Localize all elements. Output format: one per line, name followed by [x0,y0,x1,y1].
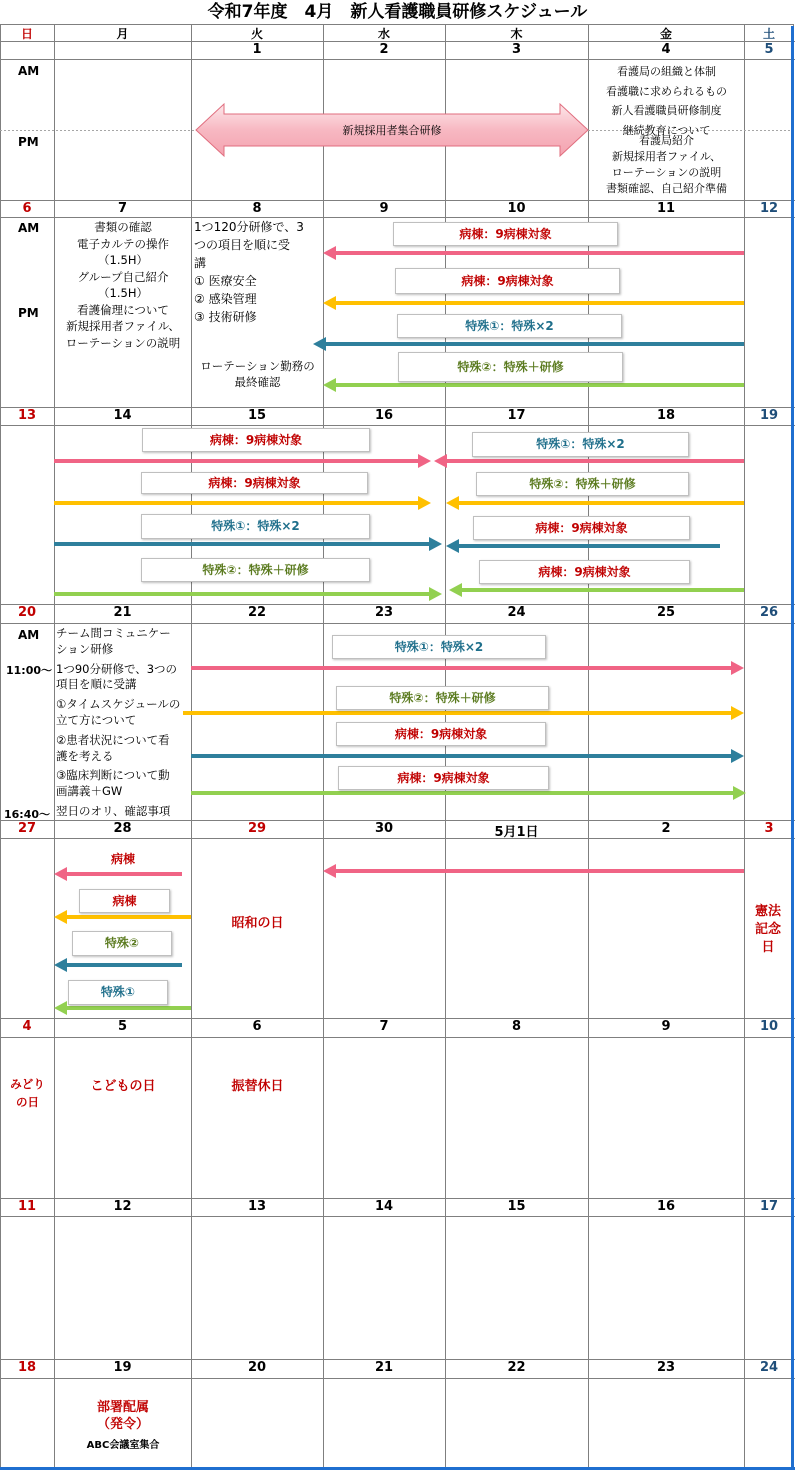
date-cell: 27 [17,821,37,836]
date-cell: 4 [22,1019,32,1034]
tue-rotation-note: ローテーション勤務の 最終確認 [200,359,315,389]
arrow-teal [313,337,744,351]
date-cell: 14 [113,408,132,423]
substitute-holiday: 振替休日 [231,1079,284,1094]
weekday-sat: 土 [762,27,775,41]
date-cell: 9 [661,1019,671,1034]
tue-training-list: 1つ120分研修で、3 つの項目を順に受 講 ① 医療安全 ② 感染管理 ③ 技術研修 [194,220,304,324]
date-cell: 21 [113,605,132,620]
arrow-teal [54,958,182,972]
date-cell: 2 [661,821,671,836]
date-cell: 20 [17,605,37,620]
mon-training-list: 書類の確認 電子カルテの操作 （1.5H） グループ自己紹介 （1.5H） 看護倫理について 新規採用者ファイル、 ローテーションの説明 [65,220,181,350]
training-label: 病棟：9病棟対象 [395,268,620,294]
am-label: AM [18,221,40,235]
arrow-yellow [446,496,744,510]
fri-am-schedule: 看護局の組織と体制 看護職に求められるもの 新人看護職員研修制度 継続教育について [606,65,727,137]
training-label: 特殊②：特殊＋研修 [476,472,689,496]
training-label: 特殊①：特殊×2 [397,314,622,338]
mon-label-special2: 特殊② [72,931,172,956]
date-cell: 17 [759,1199,779,1214]
mon-label-ward: 病棟 [110,852,135,866]
arrow-pink [54,454,431,468]
training-label: 特殊①：特殊×2 [332,635,546,659]
date-cell: 11 [17,1199,37,1214]
date-cell: 18 [17,1360,37,1375]
training-label: 特殊②：特殊＋研修 [336,686,549,710]
weekday-tue: 火 [250,27,263,41]
training-label: 特殊①：特殊×2 [472,432,689,457]
arrow-teal [191,749,744,763]
date-cell: 30 [374,821,394,836]
date-cell: 12 [113,1199,132,1214]
date-cell: 19 [113,1360,132,1375]
date-cell: 4 [661,42,671,57]
mon-label-special1: 特殊① [68,980,168,1005]
training-label: 病棟：9病棟対象 [141,472,368,494]
date-cell: 7 [117,201,128,216]
time-1640: 16:40～ [4,808,51,821]
date-cell: 5 [117,1019,128,1034]
date-cell: 5月1日 [494,825,539,840]
arrow-teal [54,537,442,551]
date-cell: 17 [507,408,526,423]
date-cell: 8 [252,201,262,216]
date-cell: 5 [764,42,774,57]
date-cell: 13 [17,408,37,423]
training-label: 特殊①：特殊×2 [141,514,370,539]
date-cell: 14 [374,1199,394,1214]
greenery-day-holiday: みどり の日 [10,1077,45,1109]
arrow-yellow [323,296,744,310]
arrow-pink [323,246,744,260]
date-cell: 6 [22,201,32,216]
date-cell: 7 [379,1019,389,1034]
date-cell: 21 [374,1360,394,1375]
weekday-thu: 木 [510,27,523,41]
date-cell: 10 [507,201,526,216]
arrow-yellow [54,496,431,510]
pm-label: PM [18,135,39,149]
date-cell: 23 [374,605,394,620]
date-cell: 28 [113,821,132,836]
date-cell: 3 [764,821,774,836]
arrow-pink [323,864,744,878]
showa-day-holiday: 昭和の日 [231,916,284,931]
date-cell: 12 [759,201,779,216]
childrens-day-holiday: こどもの日 [90,1079,156,1094]
training-label: 特殊②：特殊＋研修 [141,558,370,582]
meeting-room-note: ABC会議室集合 [86,1440,160,1451]
arrow-green [54,587,442,601]
mon-label-ward: 病棟 [79,889,170,913]
date-cell: 11 [656,201,676,216]
date-cell: 1 [252,42,262,57]
fri-pm-schedule: 看護局紹介 新規採用者ファイル、 ローテーションの説明 書類確認、自己紹介準備 [606,134,727,195]
date-cell: 22 [247,605,267,620]
date-cell: 29 [247,821,267,836]
training-label: 病棟：9病棟対象 [336,722,546,746]
weekday-fri: 金 [659,27,672,41]
am-label: AM [18,64,40,78]
weekday-wed: 水 [377,27,390,41]
date-cell: 22 [507,1360,526,1375]
date-cell: 13 [247,1199,267,1214]
time-1100: 11:00～ [6,664,53,677]
date-cell: 15 [507,1199,526,1214]
date-cell: 18 [656,408,676,423]
date-cell: 15 [247,408,267,423]
arrow-teal [446,539,720,553]
date-cell: 24 [759,1360,779,1375]
date-cell: 26 [759,605,779,620]
training-label: 病棟：9病棟対象 [473,516,690,540]
date-cell: 23 [656,1360,676,1375]
page-title: 令和7年度 4月 新人看護職員研修スケジュール [207,2,588,22]
training-label: 特殊②：特殊＋研修 [398,352,623,382]
date-cell: 3 [511,42,522,57]
date-cell: 16 [656,1199,676,1214]
date-cell: 8 [511,1019,522,1034]
date-cell: 19 [759,408,779,423]
weekday-mon: 月 [116,27,129,41]
department-assignment: 部署配属 （発令） [96,1400,149,1432]
am-label: AM [18,628,40,642]
date-cell: 9 [379,201,389,216]
training-label: 病棟：9病棟対象 [393,222,618,246]
weekday-sun: 日 [20,27,33,41]
date-cell: 6 [252,1019,262,1034]
arrow-pink [54,867,182,881]
training-label: 病棟：9病棟対象 [142,428,370,452]
date-cell: 2 [379,42,389,57]
arrow-green [449,583,744,597]
date-cell: 24 [507,605,526,620]
big-arrow-label: 新規採用者集合研修 [342,124,442,137]
pm-label: PM [18,306,39,320]
training-label: 病棟：9病棟対象 [479,560,690,584]
mon-communication-training: チーム間コミュニケー ション研修 1つ90分研修で、3つの 項目を順に受講 ①タイムスケジュールの 立て方について ②患者状況について看 護を考える ③臨床判断について動 画講義＋GW 翌日のオリ、確認事項 [56,626,181,818]
arrow-pink [191,661,744,675]
date-cell: 25 [656,605,676,620]
date-cell: 10 [759,1019,779,1034]
training-label: 病棟：9病棟対象 [338,766,549,790]
date-cell: 20 [247,1360,267,1375]
constitution-day-holiday: 憲法 記念 日 [754,904,781,955]
date-cell: 16 [374,408,394,423]
